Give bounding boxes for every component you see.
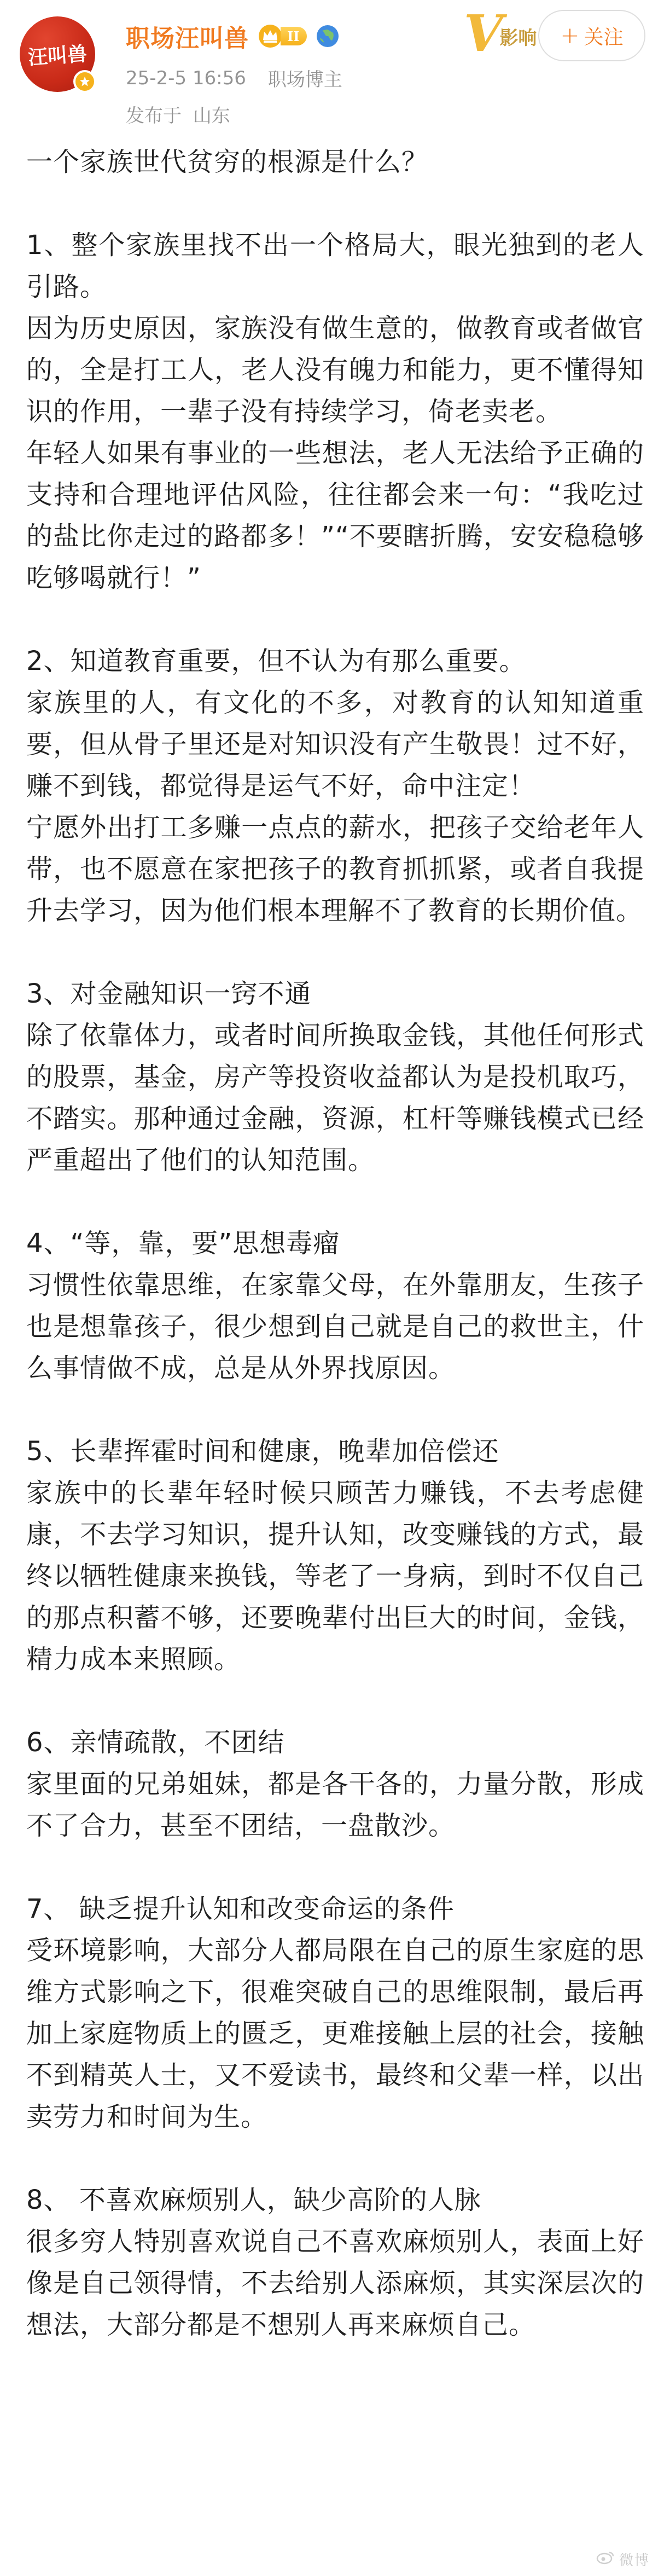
- section-heading: 4、“等，靠，要”思想毒瘤: [26, 1228, 340, 1259]
- location-name: 山东: [193, 105, 230, 127]
- brand-logo-text: 影响: [499, 27, 537, 49]
- follow-button[interactable]: [538, 10, 645, 61]
- weibo-eye-icon: [596, 2550, 615, 2568]
- section-paragraph: 因为历史原因，家族没有做生意的，做教育或者做官的，全是打工人，老人没有魄力和能力，更不懂得知识的作用，一辈子没有持续学习，倚老卖老。: [26, 313, 644, 427]
- section-paragraph: 受环境影响，大部分人都局限在自己的原生家庭的思维方式影响之下，很难突破自己的思维限制，最后再加上家庭物质上的匮乏，更难接触上层的社会，接触不到精英人士，又不爱读书，最终和父辈一样，以出卖劳力和时间为生。: [26, 1935, 644, 2132]
- section-paragraph: 家族中的长辈年轻时候只顾苦力赚钱，不去考虑健康，不去学习知识，提升认知，改变赚钱的方式，最终以牺牲健康来换钱，等老了一身病，到时不仅自己的那点积蓄不够，还要晚辈付出巨大的时间，金钱，精力成本来照顾。: [26, 1478, 644, 1675]
- post-location: [126, 101, 230, 128]
- watermark-text: 微博: [619, 2552, 650, 2569]
- paragraph-gap: [26, 1680, 644, 1722]
- brand-logo-letter: V: [464, 10, 503, 57]
- section-paragraph: 宁愿外出打工多赚一点点的薪水，把孩子交给老年人带，也不愿意在家把孩子的教育抓抓紧，或者自我提升去学习，因为他们根本理解不了教育的长期价值。: [26, 812, 644, 926]
- post-source: 职场博主: [267, 69, 342, 91]
- name-row: [126, 19, 340, 54]
- post-header: [0, 0, 664, 137]
- post-timestamp[interactable]: 25-2-5 16:56: [126, 67, 246, 89]
- section-paragraph: 家里面的兄弟姐妹，都是各干各的，力量分散，形成不了合力，甚至不团结，一盘散沙。: [26, 1769, 644, 1841]
- section-paragraph: 除了依靠体力，或者时间所换取金钱，其他任何形式的股票，基金，房产等投资收益都认为是投机取巧，不踏实。那种通过金融，资源，杠杆等赚钱模式已经严重超出了他们的认知范围。: [26, 1020, 644, 1176]
- location-prefix: 发布于: [126, 105, 182, 127]
- section-heading: 8、 不喜欢麻烦别人，缺少高阶的人脉: [26, 2185, 481, 2215]
- section-heading: 1、整个家族里找不出一个格局大，眼光独到的老人引路。: [26, 230, 644, 302]
- globe-icon: [316, 24, 340, 48]
- post-meta: [126, 65, 342, 91]
- crown-icon: [258, 24, 283, 49]
- section-heading: 2、知道教育重要，但不认为有那么重要。: [26, 646, 526, 676]
- follow-plus-icon: +: [560, 22, 580, 49]
- weibo-watermark: [596, 2549, 650, 2569]
- post-body: [26, 141, 644, 2346]
- paragraph-gap: [26, 1389, 644, 1431]
- section-heading: 3、对金融知识一窍不通: [26, 979, 312, 1009]
- section-paragraph: 家族里的人，有文化的不多，对教育的认知知道重要，但从骨子里还是对知识没有产生敬畏！过不好，赚不到钱，都觉得是运气不好，命中注定！: [26, 687, 644, 801]
- paragraph-gap: [26, 2138, 644, 2179]
- level-badge: II: [281, 27, 307, 45]
- follow-label: 关注: [584, 26, 624, 49]
- username[interactable]: 职场汪叫兽: [126, 25, 249, 53]
- paragraph-gap: [26, 1846, 644, 1888]
- post-title: 一个家族世代贫穷的根源是什么？: [26, 147, 429, 177]
- paragraph-gap: [26, 183, 644, 224]
- paragraph-gap: [26, 1181, 644, 1223]
- section-heading: 6、亲情疏散，不团结: [26, 1727, 285, 1758]
- paragraph-gap: [26, 931, 644, 973]
- avatar-text: 汪叫兽: [27, 42, 88, 70]
- section-heading: 7、 缺乏提升认知和改变命运的条件: [26, 1894, 455, 1924]
- section-paragraph: 年轻人如果有事业的一些想法，老人无法给予正确的支持和合理地评估风险，往往都会来一句：“我吃过的盐比你走过的路都多！”“不要瞎折腾，安安稳稳够吃够喝就行！”: [26, 438, 644, 593]
- brand-logo: [464, 10, 545, 57]
- section-paragraph: 习惯性依靠思维，在家靠父母，在外靠朋友，生孩子也是想靠孩子，很少想到自己就是自己的救世主，什么事情做不成，总是从外界找原因。: [26, 1270, 644, 1383]
- paragraph-gap: [26, 599, 644, 640]
- section-paragraph: 很多穷人特别喜欢说自己不喜欢麻烦别人，表面上好像是自己领得情，不去给别人添麻烦，其实深层次的想法，大部分都是不想别人再来麻烦自己。: [26, 2226, 644, 2340]
- verified-badge-icon: [73, 70, 96, 93]
- section-heading: 5、长辈挥霍时间和健康，晚辈加倍偿还: [26, 1436, 499, 1467]
